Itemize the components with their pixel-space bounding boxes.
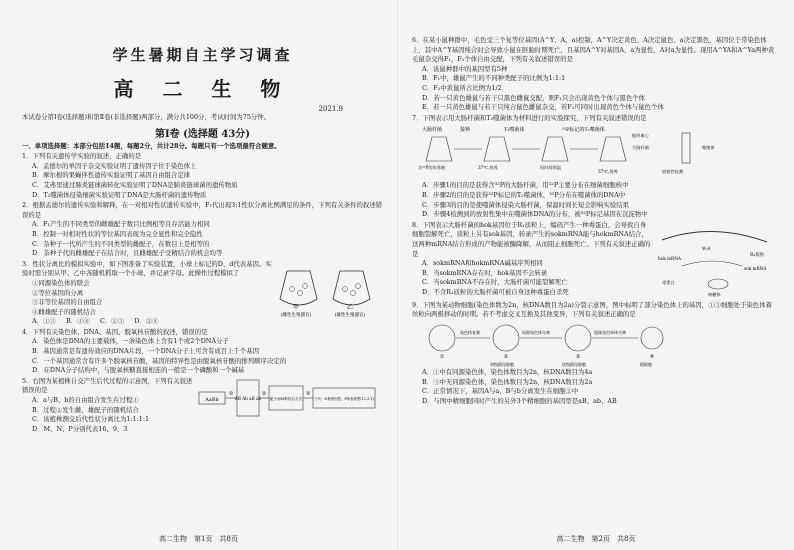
q2-stem: 2．根据孟德尔的遗传实验和解释，在一对相对性状遗传实验中，F₂代出现3:1性状分离比例满足的条件，下列有关条件的叙述错误的是 — [22, 201, 383, 219]
q7-option-a: A．步骤1的目的是获得含³²P的大肠杆菌，用³²P主要分布在细菌细胞核中 — [422, 181, 629, 190]
flow-step-2: ② — [261, 390, 267, 397]
question-4 — [22, 328, 383, 376]
ribosome-shape — [708, 279, 728, 289]
bag-yi-shape — [333, 271, 370, 305]
flow-offspring-text: 子代：N种基因型，P种表现型(12:3:1) — [314, 396, 374, 401]
q9-cell-1-label: ① — [439, 353, 445, 360]
q9-cell-3-label: ③ — [575, 353, 581, 360]
q6-stem: 6．在某小鼠种群中，毛色受三个复等位基因(A^Y、A、a)控制，A^Y决定黄色、A决定鼠色、a决定黑色，基因位于常染色体上，其中A^Y基因纯合时会导致小鼠在胚胎时期死亡，且基因A^Y对基因A、a为显性，A对a为显性。现用A^YA和A^Ya两种黄毛鼠杂交得F₁，F₁个体自由交配，下列有关叙述错误的是 — [412, 36, 775, 64]
q3-item-2: ②等位基因的分离 — [32, 288, 84, 297]
q7-label-inoculate: 接种 — [460, 127, 471, 134]
ball — [351, 290, 356, 295]
flask-3-shape — [542, 137, 568, 161]
flow-gametes-text: AB Ab aB ab — [234, 395, 262, 401]
q7-option-c: C．步骤3的目的是使噬菌体侵染大肠杆菌，保温时间长短会影响实验结果 — [422, 200, 630, 209]
q7-label-short-incubate: 短时间保温 — [540, 165, 561, 171]
q1-option-a: A．孟德尔的单因子杂交实验证明了遗传因子位于染色体上 — [32, 161, 197, 170]
question-7 — [412, 114, 778, 220]
q9-cell-4-label: ④ — [649, 353, 655, 360]
exam-date: 2021.9 — [318, 105, 343, 113]
question-1 — [22, 152, 383, 200]
q4-option-a: A．染色体是DNA的主要载体，一条染色体上含有1个或2个DNA分子 — [32, 337, 229, 346]
q6-option-e: E．若一只黄色雄鼠与若干只纯合鼠色雌鼠杂交，若F₁可同时出现黄色个体与鼠色个体 — [422, 103, 664, 112]
q7-option-d: D．步骤4检测到的放射性集中在噬菌体DNA的分布，被³²P标记基因在沉淀物中 — [422, 210, 648, 219]
q7-label-ecoli-2: 大肠杆菌 — [632, 145, 649, 151]
right-page — [397, 0, 794, 550]
question-8 — [412, 220, 778, 300]
q9-option-c: C．正常情况下，基因A与a、B与b分离发生在细胞②中 — [422, 387, 579, 396]
flask-4-shape — [600, 137, 626, 161]
q9-label-homolog-sep: 同源染色体分离 — [522, 329, 550, 335]
q7-stem: 7．下图表示用大肠杆菌和T₂噬菌体为材料进行的实验探究，下列有关叙述错误的是 — [412, 113, 647, 122]
flow-step-1: ① — [228, 390, 234, 397]
ball — [290, 286, 295, 291]
q2-option-b: B．控制一对相对性状的等位基因表现为完全显性和完全隐性 — [32, 229, 203, 238]
q7-label-labeled-t2: ³²P标记的T₂噬菌体 — [562, 127, 605, 134]
bag-jia-note: (雌性生殖器官) — [280, 312, 312, 317]
q3-option-b: B．①④ — [65, 317, 90, 326]
q1-option-c: C．艾弗里通过肺炎链球菌转化实验证明了DNA是肺炎链球菌的遗传物质 — [32, 180, 238, 189]
cell-3-shape — [565, 325, 591, 351]
q7-label-ecoli: 大肠杆菌 — [422, 127, 443, 134]
plasmid-arc — [662, 231, 767, 242]
question-2 — [22, 201, 383, 259]
q6-option-c: C．F₂中黄鼠所占比例为1/2 — [422, 83, 502, 92]
flow-combination-text: 配子间M种结合方式 — [269, 396, 303, 401]
q7-label-stir-centrifuge: 搅拌离心 — [632, 133, 649, 139]
q6-option-b: B．F₁中，雄鼠产生的不同种类配子的比例为1:1:1 — [422, 74, 566, 83]
q2-option-c: C．杂种子一代所产生的不同类型的雌配子，在数目上是相等的 — [32, 239, 210, 248]
part-one-heading: 第Ⅰ卷 (选择题 43分) — [154, 128, 251, 140]
exam-intro: 本试卷分第Ⅰ卷(选择题)和第Ⅱ卷(非选择题)两部分，满分共100分，考试时间为75分钟。 — [22, 113, 271, 121]
q8-option-a: A．sokmRNA和hokmRNA碱基序列相同 — [422, 259, 543, 268]
q9-label-primary: 初级精母细胞 — [490, 361, 514, 367]
q3-option-d: D．②④ — [134, 317, 159, 326]
q3-item-1: ①同源染色体的联会 — [32, 278, 90, 287]
q3-item-3: ③非等位基因的自由组合 — [32, 298, 103, 307]
q8-option-d: D．不含R₁质粒的大肠杆菌可被自身这种毒蛋白杀死 — [422, 287, 569, 296]
q4-option-b: B．基因通常是有遗传效应的DNA片段，一个DNA分子上可含有成百上千个基因 — [32, 347, 260, 356]
q5-option-a: A．a与B、b的自由组合发生在过程① — [32, 396, 139, 405]
q8-label-sok: sok mRNA — [744, 265, 767, 271]
q6-option-a: A．该鼠种群中的基因型有5种 — [422, 64, 508, 73]
q9-label-chromatid-sep: 姐妹染色单体分离 — [594, 329, 626, 335]
question-3 — [22, 259, 383, 327]
q3-option-c: C．②③ — [100, 317, 125, 326]
q4-option-c: C．一个基因通常含有许多个脱氧核苷酸，基因的特异性是由脱氧核苷酸的排列顺序决定的 — [32, 356, 287, 365]
q4-stem: 4．下列有关染色体、DNA、基因、脱氧核苷酸的叙述，错误的是 — [22, 327, 208, 336]
q7-label-phage: 噬菌体 — [702, 145, 715, 151]
q8-option-b: B．当sokmRNA存在时，hok基因不会转录 — [422, 268, 548, 277]
q1-option-b: B．摩尔根的果蝇伴性遗传实验证明了基因自由组合定律 — [32, 171, 191, 180]
cell-4-shape — [641, 327, 663, 349]
ball — [343, 286, 348, 291]
q5-flow-figure — [197, 376, 377, 421]
q5-option-c: C．该植株测交后代性状分离比为1:1:1:1 — [32, 415, 150, 424]
q9-stem: 9．下图为某动物细胞(染色体数为2n，核DNA数目为2a)分裂示意图，图中标明了部分染色体上的基因，①③细胞处于染色体着丝粒向两极移动的时期。若不考虑交叉互换及其他变异，下列有关叙述正确的是 — [412, 300, 772, 319]
q5-stem: 5．右图为某植株自交产生后代过程的示意图，下列有关叙述错误的是 — [22, 376, 193, 395]
q9-option-d: D．与图中精细胞同时产生的另外3个精细胞的基因型是aB、ab、AB — [422, 396, 617, 405]
bag-yi-note: (雄性生殖器官) — [334, 312, 366, 317]
q8-plasmid-figure — [652, 220, 777, 300]
flow-parent-text: AaBb — [205, 396, 219, 403]
question-9 — [412, 301, 778, 407]
q3-item-4: ④雌雄配子的随机结合 — [32, 307, 96, 316]
ball — [303, 283, 308, 288]
exam-title: 学生暑期自主学习调查 — [112, 46, 293, 64]
q7-label-radioactivity: 放射性检测 — [662, 169, 683, 175]
q3-bags-figure — [272, 259, 382, 317]
q7-option-b: B．步骤2的目的是获得³²P标记的T₂噬菌体，³²P分布在噬菌体的DNA中 — [422, 190, 626, 199]
q4-option-d: D．在DNA分子结构中，与脱氧核糖直接相连的一般是一个磷酸和一个碱基 — [32, 366, 245, 375]
bag-jia-shape — [280, 271, 317, 305]
question-6 — [412, 36, 778, 113]
bag-yi-label: 乙 — [346, 303, 354, 311]
q9-cell-2-label: ② — [503, 353, 509, 360]
q8-label-plasmid: R₁质粒 — [750, 252, 765, 258]
q2-option-a: A．F₁产生的不同类型的雌雄配子数目比例相等且存活能力相同 — [32, 220, 210, 229]
q9-label-sperm: 精细胞 — [640, 361, 652, 367]
q7-label-culture-2: 37℃,培养 — [598, 169, 618, 175]
q7-label-t2: T₂噬菌体 — [504, 127, 525, 134]
q8-label-transcribe: 转录 — [702, 245, 711, 251]
q3-option-a: A．①③ — [32, 317, 56, 326]
cell-1-shape — [429, 325, 455, 351]
q9-cell-division-figure — [412, 320, 772, 368]
q8-label-hok: hok mRNA — [658, 255, 681, 261]
q3-options — [22, 317, 272, 327]
section-one-heading: 一、单项选择题：本部分包括14题，每题2分，共计28分。每题只有一个选项最符合题意。 — [22, 141, 281, 150]
q3-stem: 3．性状分离比的模拟实验中，如下图准备了实验装置，小球上标记的D、d代表基因。实验时需分别从甲、乙中各随机抓取一个小球，并记录字母。此操作过程模拟了 — [22, 259, 272, 278]
tube-shape — [682, 133, 690, 163]
flow-step-3: ③ — [305, 390, 311, 397]
q7-experiment-figure — [412, 123, 772, 181]
bag-jia-label: 甲 — [292, 303, 300, 311]
right-page-footer: 高二生物 第2页 共8页 — [556, 535, 636, 543]
question-5 — [22, 376, 383, 435]
q9-option-a: A．①中有同源染色体，染色体数目为2n，核DNA数目为4a — [422, 367, 593, 376]
cell-2-shape — [493, 325, 519, 351]
flask-1-shape — [426, 137, 452, 161]
mrna-line — [682, 261, 742, 266]
q8-label-toxin: 毒蛋白 — [662, 279, 675, 285]
q9-label-secondary: 次级精母细胞 — [562, 361, 586, 367]
q2-option-d: D．杂种子代的雌雄配子在结合时，且雌雄配子受精结合的机会均等 — [32, 249, 223, 258]
q5-option-d: D．M、N、P分别代表16、9、3 — [32, 424, 128, 433]
q6-option-d: D．若一只黄色雄鼠与若干只黑色雌鼠交配，则F₁只会出现黄色个体与黑色个体 — [422, 93, 646, 102]
q8-option-c: C．当sokmRNA不存在时，大肠杆菌可能裂解死亡 — [422, 278, 568, 287]
q7-label-culture-1: 37℃,培养 — [478, 165, 498, 171]
q7-label-medium: 含³²P的培养液 — [418, 165, 446, 171]
q8-label-ribosome: 核糖体 — [708, 291, 721, 297]
exam-subject: 高 二 生 物 — [113, 77, 292, 101]
q8-stem: 8．下图表示大肠杆菌的hok基因位于R₁质粒上，编码产生一种毒蛋白，会导致自身细胞裂解死亡，质粒上另有sok基因，转录产生的sokmRNA能与hokmRNA结合，这两种mRNA结合形成的产物能被酶降解，从而阻止细胞死亡。下列有关叙述正确的是 — [412, 220, 651, 258]
ball — [298, 290, 303, 295]
q9-label-replicate: 染色体复制 — [460, 329, 480, 335]
q5-option-b: B．过程②发生雌、雄配子的随机结合 — [32, 405, 139, 414]
q9-option-b: B．③中无同源染色体，染色体数目为2n，核DNA数目为2a — [422, 377, 593, 386]
q1-stem: 1．下列有关遗传学实验的叙述，正确的是 — [22, 152, 142, 161]
left-page-footer: 高二生物 第1页 共8页 — [159, 535, 238, 543]
ball — [356, 283, 361, 288]
q1-option-d: D．T₂噬菌体侵染细菌实验证明了DNA是大肠杆菌的遗传物质 — [32, 190, 207, 199]
flask-2-shape — [484, 137, 510, 161]
